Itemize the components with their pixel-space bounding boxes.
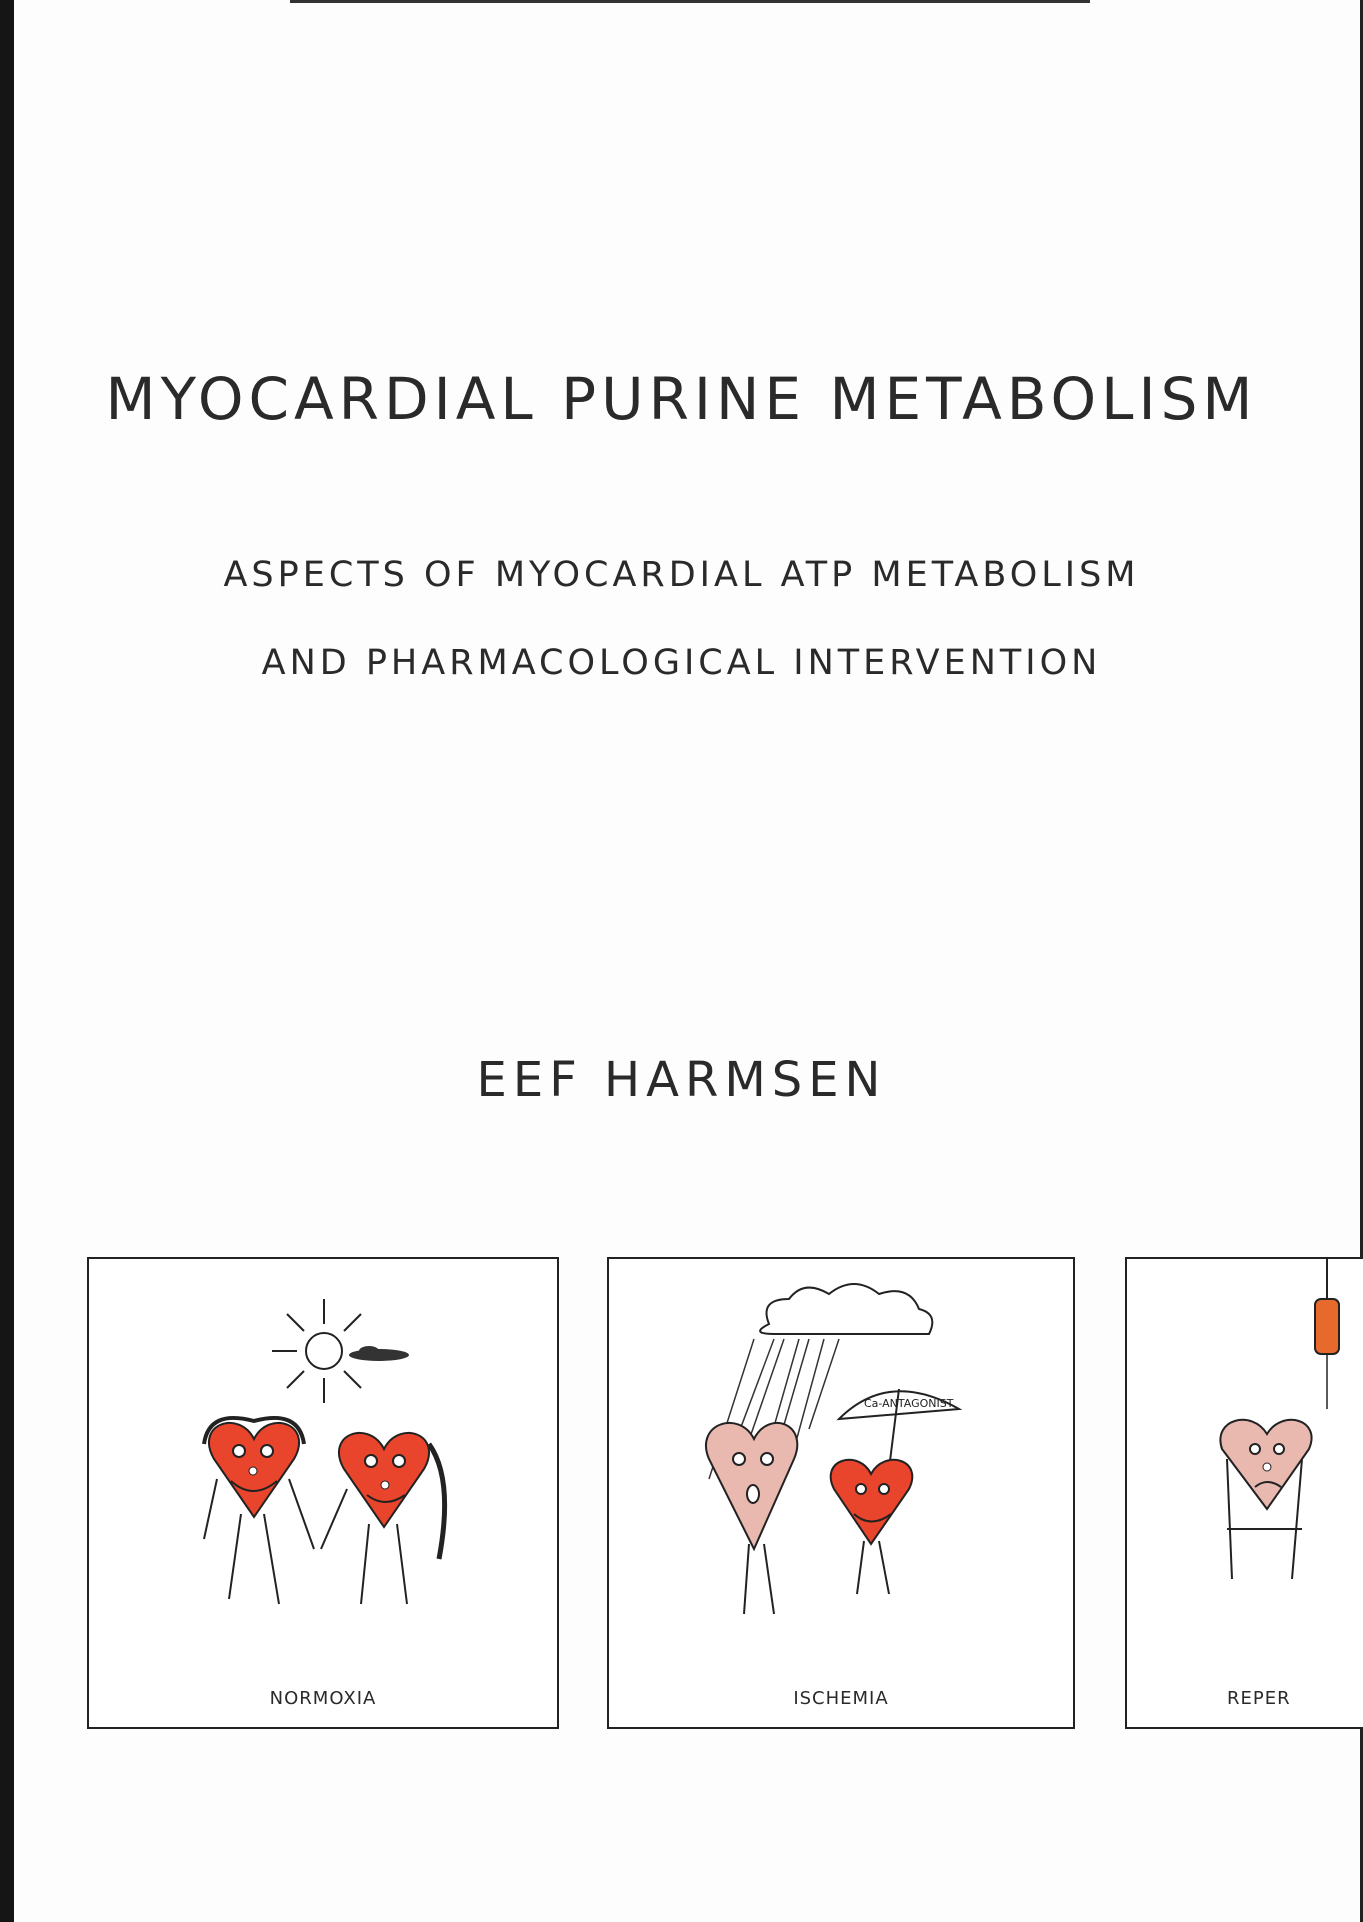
sun-icon [272, 1299, 361, 1403]
heart-character-right [321, 1433, 445, 1604]
cloud-icon [349, 1346, 409, 1361]
normoxia-illustration [89, 1259, 557, 1727]
heart-character-protected [831, 1460, 913, 1594]
subtitle-line-2: AND PHARMACOLOGICAL INTERVENTION [261, 643, 1102, 683]
author-name: EEF HARMSEN [476, 1052, 887, 1108]
caption-ischemia: ISCHEMIA [793, 1688, 889, 1709]
panel-reperfusion [1125, 1257, 1363, 1729]
heart-character-left [204, 1418, 314, 1604]
heart-character-sick [706, 1423, 797, 1614]
caption-normoxia: NORMOXIA [269, 1688, 377, 1709]
caption-reperfusion: REPER [1227, 1688, 1291, 1709]
ischemia-illustration [609, 1259, 1073, 1727]
rain-cloud-icon [760, 1284, 932, 1334]
page-edge-left [0, 0, 14, 1922]
subtitle-line-1: ASPECTS OF MYOCARDIAL ATP METABOLISM [223, 555, 1140, 595]
heart-character-recovering [1220, 1420, 1311, 1509]
reperfusion-illustration [1127, 1259, 1363, 1727]
page-edge-top [290, 0, 1090, 3]
page-title: MYOCARDIAL PURINE METABOLISM [105, 365, 1258, 433]
panel-ischemia [607, 1257, 1075, 1729]
umbrella-label: Ca-ANTAGONIST [864, 1397, 954, 1410]
panel-normoxia [87, 1257, 559, 1729]
iv-bag-icon [1315, 1259, 1339, 1409]
